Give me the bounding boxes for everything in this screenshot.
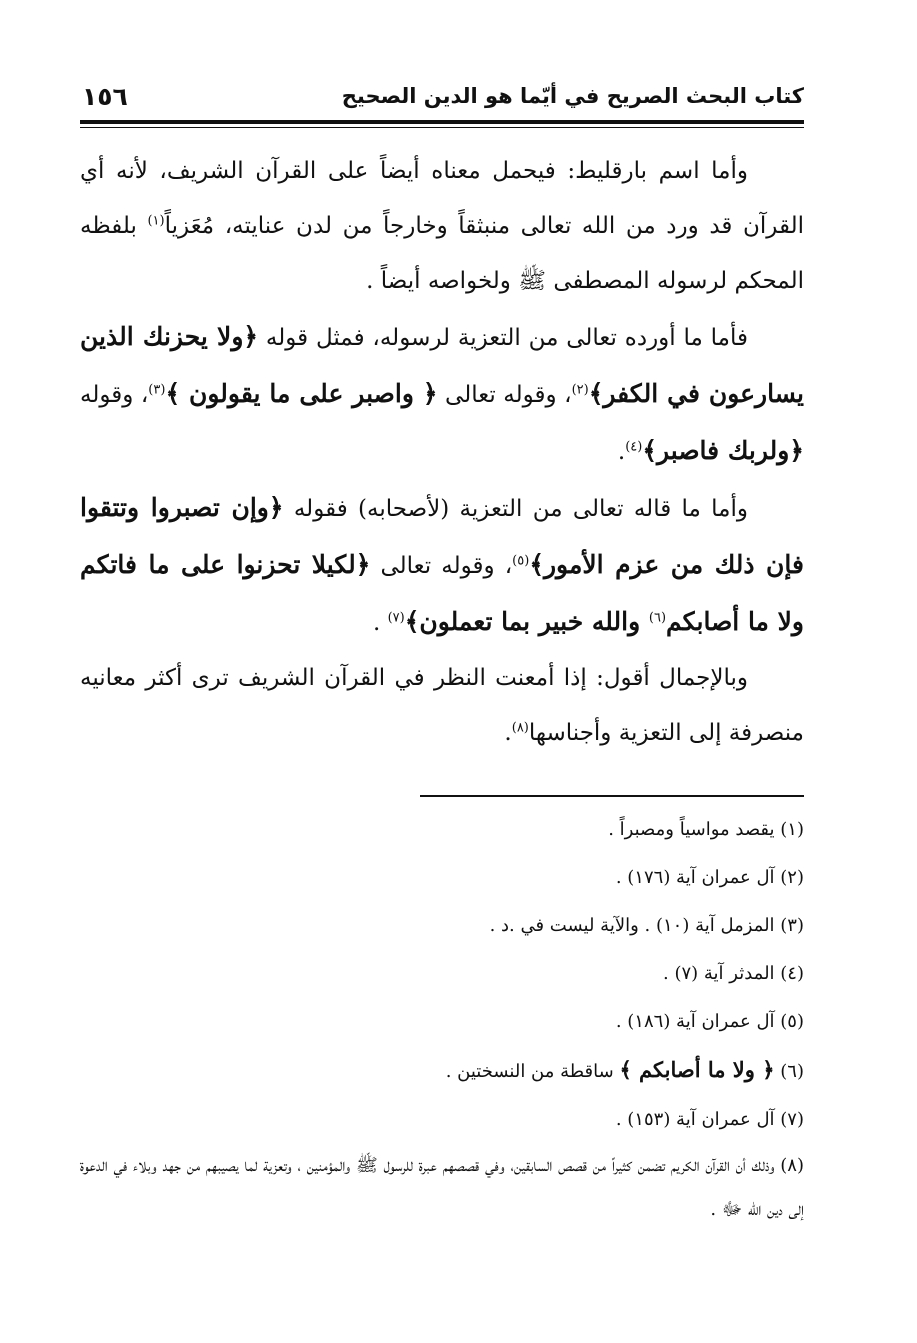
quran-quote: ﴿وإن تصبروا وتتقوا فإن ذلك من عزم الأمور﴾	[80, 493, 804, 579]
paragraph-text: ، وقوله تعالى	[437, 382, 572, 408]
quran-quote: ﴿ واصبر على ما يقولون ﴾	[165, 379, 438, 408]
footnote-reference: (١)	[147, 213, 165, 229]
footnote-reference: (٥)	[512, 553, 530, 569]
paragraph-text: وبالإجمال أقول: إذا أمعنت النظر في القرآن الشريف ترى أكثر معانيه منصرفة إلى التعزية وأجناسها	[80, 665, 804, 746]
paragraph	[80, 144, 804, 309]
footnote: (٥) آل عمران آية (١٨٦) .	[615, 1011, 804, 1032]
page-number: ١٥٦	[82, 82, 128, 111]
paragraph-text: فأما ما أورده تعالى من التعزية لرسوله، فمثل قوله	[258, 325, 749, 351]
paragraph-text: بلفظه المحكم لرسوله المصطفى ﷺ ولخواصه أيضاً .	[80, 213, 804, 294]
footnote-text: ساقطة من النسختين .	[445, 1061, 620, 1082]
footnote: (٨) وذلك أن القرآن الكريم تضمن كثيراً من قصص السابقين، وفي قصصهم عبرة للرسول ﷺ والمؤمنين ، وتعزية لما يصيبهم من جهد وبلاء في الدعوة إلى دين الله ﷻ .	[80, 1155, 804, 1220]
footnote: (١) يقصد مواسياً ومصبراً .	[608, 819, 804, 840]
paragraph-text: .	[504, 720, 512, 746]
header-rule-thick	[80, 120, 804, 124]
paragraph-text: ، وقوله تعالى	[370, 553, 513, 579]
page-header	[82, 82, 804, 118]
quran-quote: والله خبير بما تعملون﴾	[404, 607, 649, 636]
paragraph-text: .	[372, 610, 388, 636]
footnote: (٧) آل عمران آية (١٥٣) .	[615, 1109, 804, 1130]
quran-quote: ﴿ولربك فاصبر﴾	[642, 436, 804, 465]
footnote-reference: (٣)	[148, 382, 166, 398]
footnotes	[80, 806, 804, 1232]
footnote: (٤) المدثر آية (٧) .	[663, 963, 804, 984]
running-title: كتاب البحث الصريح في أيّما هو الدين الصحيح	[341, 84, 804, 108]
paragraph	[80, 480, 804, 651]
paragraph	[80, 651, 804, 761]
footnote	[80, 1046, 804, 1096]
quran-quote: ﴿ ولا ما أصابكم ﴾	[619, 1057, 775, 1082]
paragraph	[80, 309, 804, 480]
footnote-reference: (٤)	[625, 439, 643, 455]
footnote-reference: (٨)	[511, 720, 529, 736]
footnote-reference: (٢)	[571, 382, 589, 398]
paragraph-text: .	[617, 439, 626, 465]
header-rule-thin	[80, 127, 804, 128]
paragraph-text: وأما ما قاله تعالى من التعزية (لأصحابه) فقوله	[283, 496, 748, 522]
main-text	[80, 144, 804, 761]
footnote-reference: (٦)	[648, 610, 667, 626]
footnote-reference: (٧)	[387, 610, 405, 626]
paragraph-text: ، وقوله	[80, 382, 149, 408]
quran-quote: ﴿لكيلا تحزنوا على ما فاتكم ولا ما أصابكم	[80, 550, 804, 636]
paragraph-text: وأما اسم بارقليط: فيحمل معناه أيضاً على القرآن الشريف، لأنه أي القرآن قد ورد من الله تعالى منبثقاً وخارجاً من لدن عنايته، مُعَزياً	[80, 158, 804, 239]
footnote-number: (٦)	[774, 1061, 804, 1082]
footnote: (٣) المزمل آية (١٠) . والآية ليست في .د .	[489, 915, 804, 936]
quran-quote: ﴿ولا يحزنك الذين يسارعون في الكفر﴾	[80, 322, 804, 408]
footnote: (٢) آل عمران آية (١٧٦) .	[615, 867, 804, 888]
footnote-separator	[420, 795, 804, 797]
